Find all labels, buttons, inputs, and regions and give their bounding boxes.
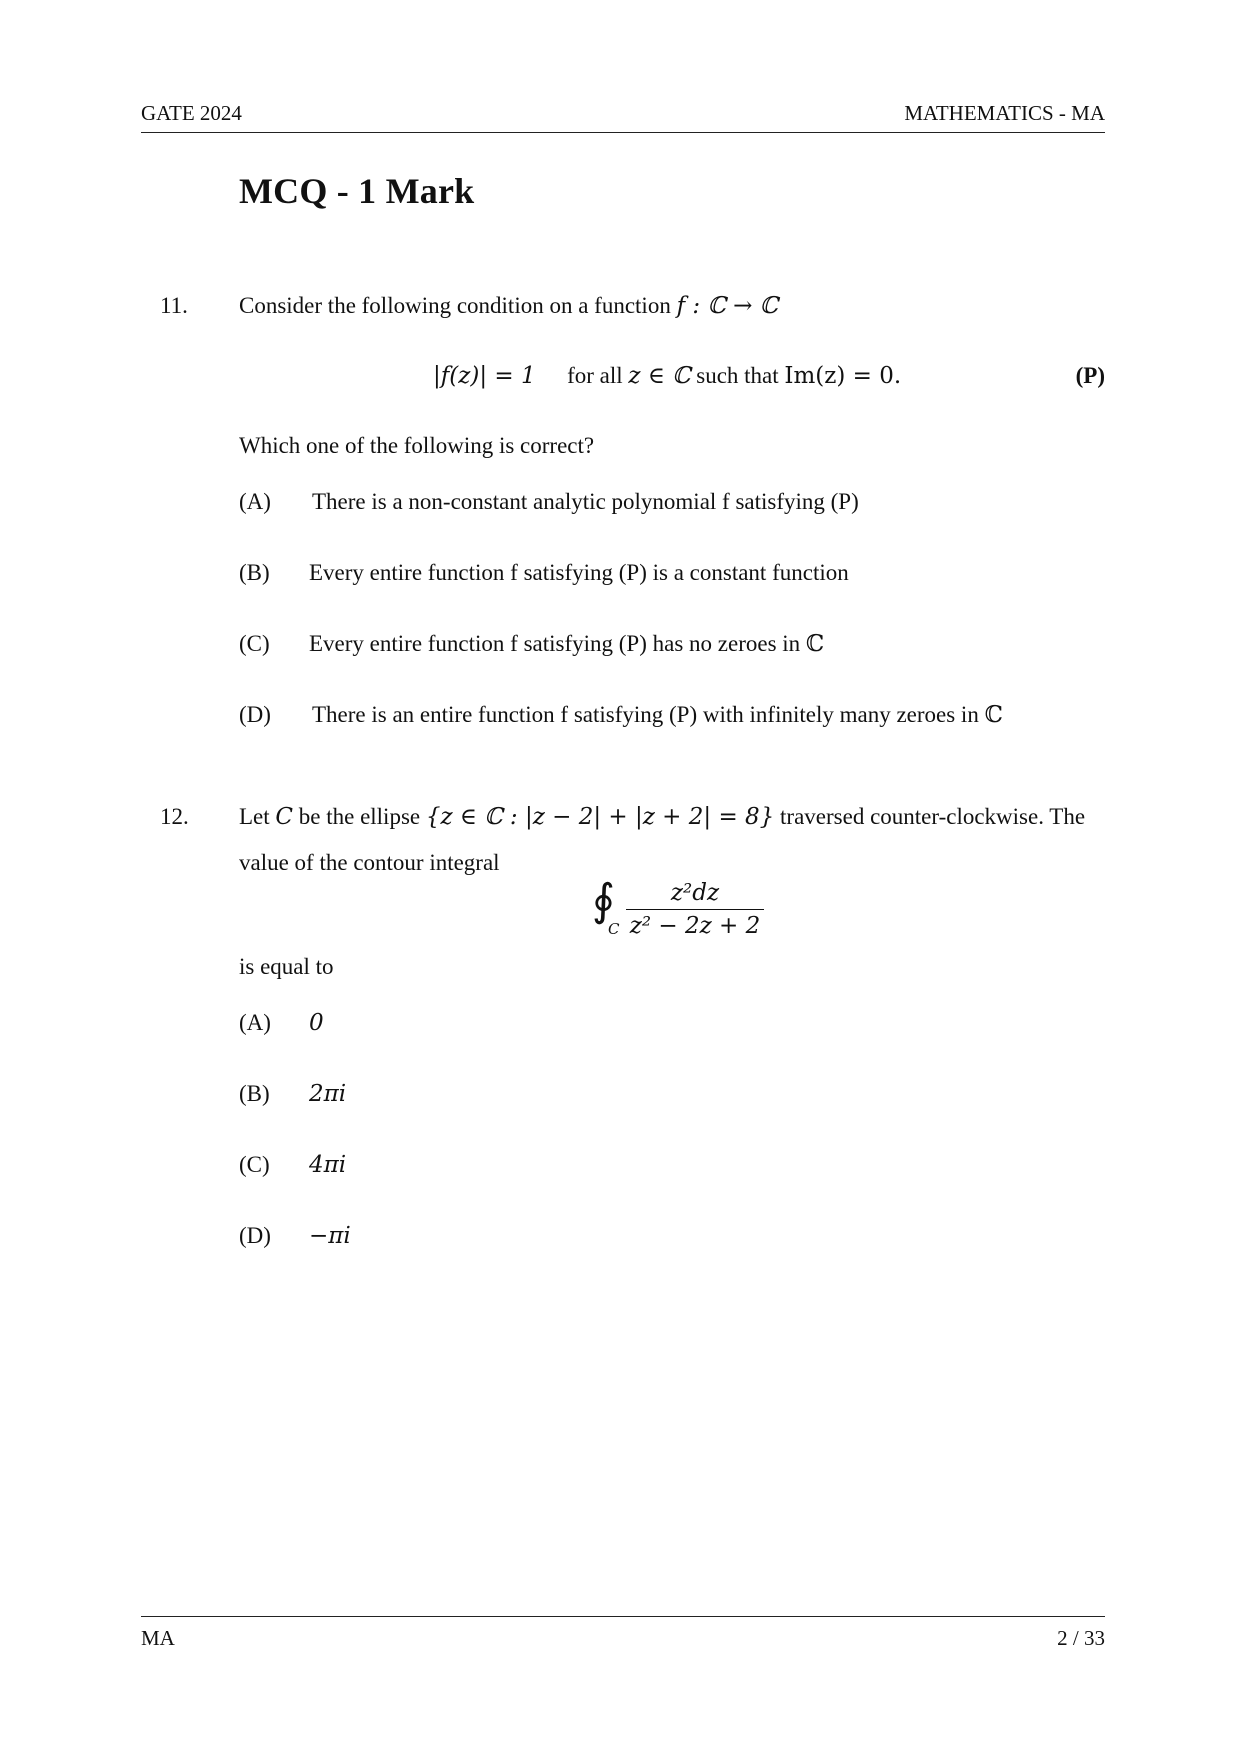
condition-rhs: Im(z) = 0. bbox=[784, 363, 902, 389]
integrand-denominator: z² − 2z + 2 bbox=[629, 912, 761, 939]
q11-option-a-label[interactable]: (A) bbox=[239, 489, 271, 514]
q11-option-c-label[interactable]: (C) bbox=[239, 631, 270, 656]
header-left: GATE 2024 bbox=[141, 101, 242, 125]
q12-option-a-label[interactable]: (A) bbox=[239, 1010, 271, 1035]
header-right: MATHEMATICS - MA bbox=[904, 101, 1105, 125]
q12-curve-symbol: C bbox=[275, 804, 294, 830]
contour-integral bbox=[590, 874, 764, 944]
integral-symbol: ∮ bbox=[592, 875, 615, 926]
question-12-number: 12. bbox=[160, 804, 189, 829]
question-12-line-1 bbox=[239, 804, 1085, 830]
q11-option-d-text[interactable]: There is an entire function f satisfying (P) with infinitely many zeroes in ℂ bbox=[312, 702, 1003, 727]
condition-tag: (P) bbox=[1075, 363, 1105, 388]
footer-left: MA bbox=[141, 1626, 175, 1650]
q12-option-b-text[interactable]: 2πi bbox=[309, 1081, 347, 1107]
q12-text-b: be the ellipse bbox=[293, 804, 426, 829]
q12-option-d-text[interactable]: −πi bbox=[309, 1223, 351, 1249]
condition-lhs: |f(z)| = 1 bbox=[433, 363, 536, 389]
question-11-number: 11. bbox=[160, 293, 188, 318]
question-12-line-2: value of the contour integral bbox=[239, 850, 500, 875]
q12-text-c: traversed counter-clockwise. The bbox=[774, 804, 1086, 829]
q12-option-d-label[interactable]: (D) bbox=[239, 1223, 271, 1248]
question-11-stem-text: Consider the following condition on a function bbox=[239, 293, 677, 318]
header-rule bbox=[141, 132, 1105, 133]
footer-page-number: 2 / 33 bbox=[1057, 1626, 1105, 1650]
q12-text-a: Let bbox=[239, 804, 276, 829]
question-12-after: is equal to bbox=[239, 954, 334, 979]
question-11-stem-math: f : ℂ → ℂ bbox=[676, 293, 778, 319]
contour-integral-sign bbox=[590, 874, 620, 944]
q12-ellipse-set: {z ∈ ℂ : |z − 2| + |z + 2| = 8} bbox=[425, 804, 775, 830]
q12-option-b-label[interactable]: (B) bbox=[239, 1081, 270, 1106]
q11-option-b-label[interactable]: (B) bbox=[239, 560, 270, 585]
q11-option-d-label[interactable]: (D) bbox=[239, 702, 271, 727]
q11-option-a-text[interactable]: There is a non-constant analytic polynomial f satisfying (P) bbox=[312, 489, 859, 514]
integrand-numerator: z²dz bbox=[626, 877, 765, 910]
condition-text-1: for all bbox=[567, 363, 629, 388]
q12-option-c-label[interactable]: (C) bbox=[239, 1152, 270, 1177]
integrand-fraction bbox=[626, 877, 765, 942]
footer-rule bbox=[141, 1616, 1105, 1617]
question-11-prompt: Which one of the following is correct? bbox=[239, 433, 595, 458]
condition-text-2: such that bbox=[690, 363, 785, 388]
q12-option-a-text[interactable]: 0 bbox=[309, 1010, 324, 1036]
question-11-condition bbox=[433, 363, 901, 389]
integral-subscript: C bbox=[608, 920, 620, 938]
q11-option-b-text[interactable]: Every entire function f satisfying (P) is a constant function bbox=[309, 560, 849, 585]
q12-option-c-text[interactable]: 4πi bbox=[309, 1152, 347, 1178]
q11-option-c-text[interactable]: Every entire function f satisfying (P) has no zeroes in ℂ bbox=[309, 631, 825, 656]
section-title: MCQ - 1 Mark bbox=[239, 171, 475, 211]
condition-math: z ∈ ℂ bbox=[628, 363, 691, 389]
question-11-stem bbox=[239, 293, 778, 319]
